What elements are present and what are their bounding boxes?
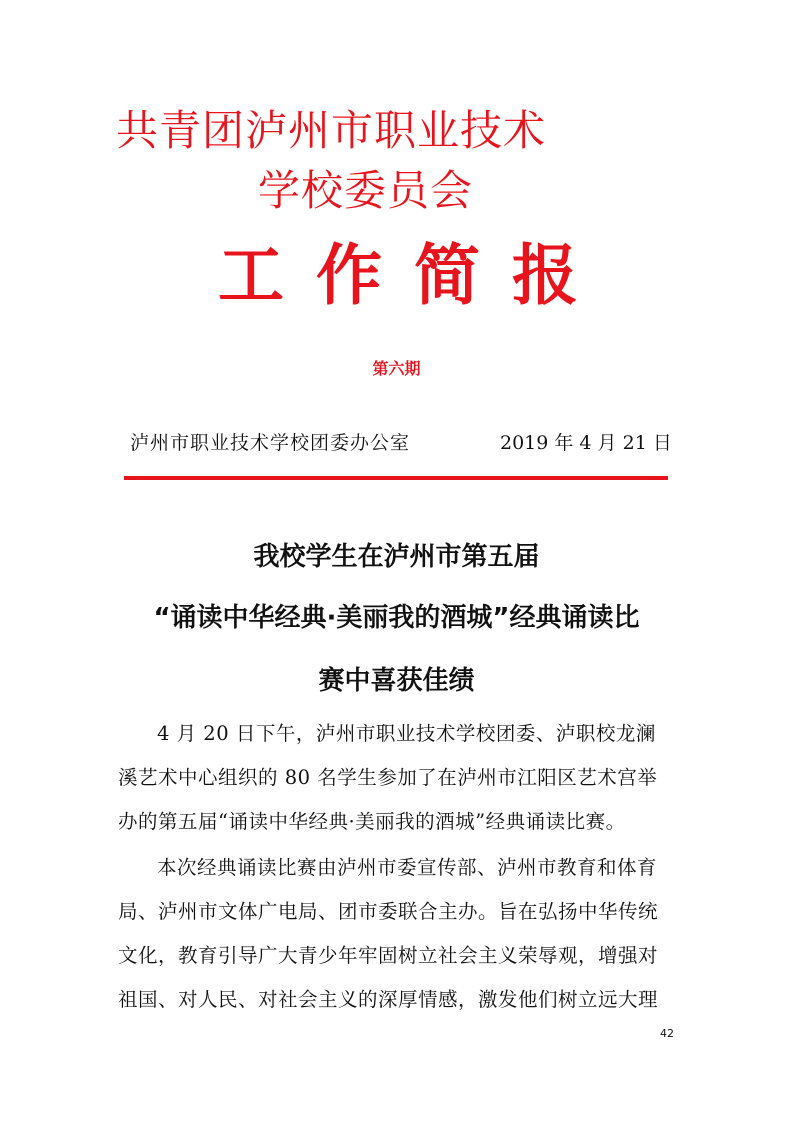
body-text-line: 办的第五届“诵读中华经典·美丽我的酒城”经典诵读比赛。 [118, 810, 626, 833]
org-name-line-1: 共青团泸州市职业技术 [116, 106, 547, 155]
issue-date: 2019 年 4 月 21 日 [500, 432, 672, 454]
bulletin-title: 工作简报 [218, 237, 610, 314]
body-text-line: 本次经典诵读比赛由泸州市委宣传部、泸州市教育和体育 [157, 856, 658, 879]
org-name-line-2: 学校委员会 [258, 166, 474, 215]
body-text-line: 4 月 20 日下午，泸州市职业技术学校团委、泸职校龙澜 [157, 722, 656, 745]
body-text-line: 局、泸州市文体广电局、团市委联合主办。旨在弘扬中华传统 [118, 900, 659, 923]
issue-number: 第六期 [372, 359, 421, 378]
page-number: 42 [660, 1027, 674, 1040]
body-text-line: 文化，教育引导广大青少年牢固树立社会主义荣辱观，增强对 [118, 944, 659, 967]
red-divider-rule [124, 476, 668, 480]
headline-line-3: 赛中喜获佳绩 [318, 666, 475, 696]
body-text-line: 祖国、对人民、对社会主义的深厚情感，激发他们树立远大理 [118, 988, 659, 1011]
headline-line-2: “诵读中华经典·美丽我的酒城”经典诵读比 [153, 603, 640, 633]
issuing-office: 泸州市职业技术学校团委办公室 [130, 432, 411, 454]
headline-line-1: 我校学生在泸州市第五届 [253, 542, 540, 572]
body-text-line: 溪艺术中心组织的 80 名学生参加了在泸州市江阳区艺术宫举 [118, 766, 658, 789]
